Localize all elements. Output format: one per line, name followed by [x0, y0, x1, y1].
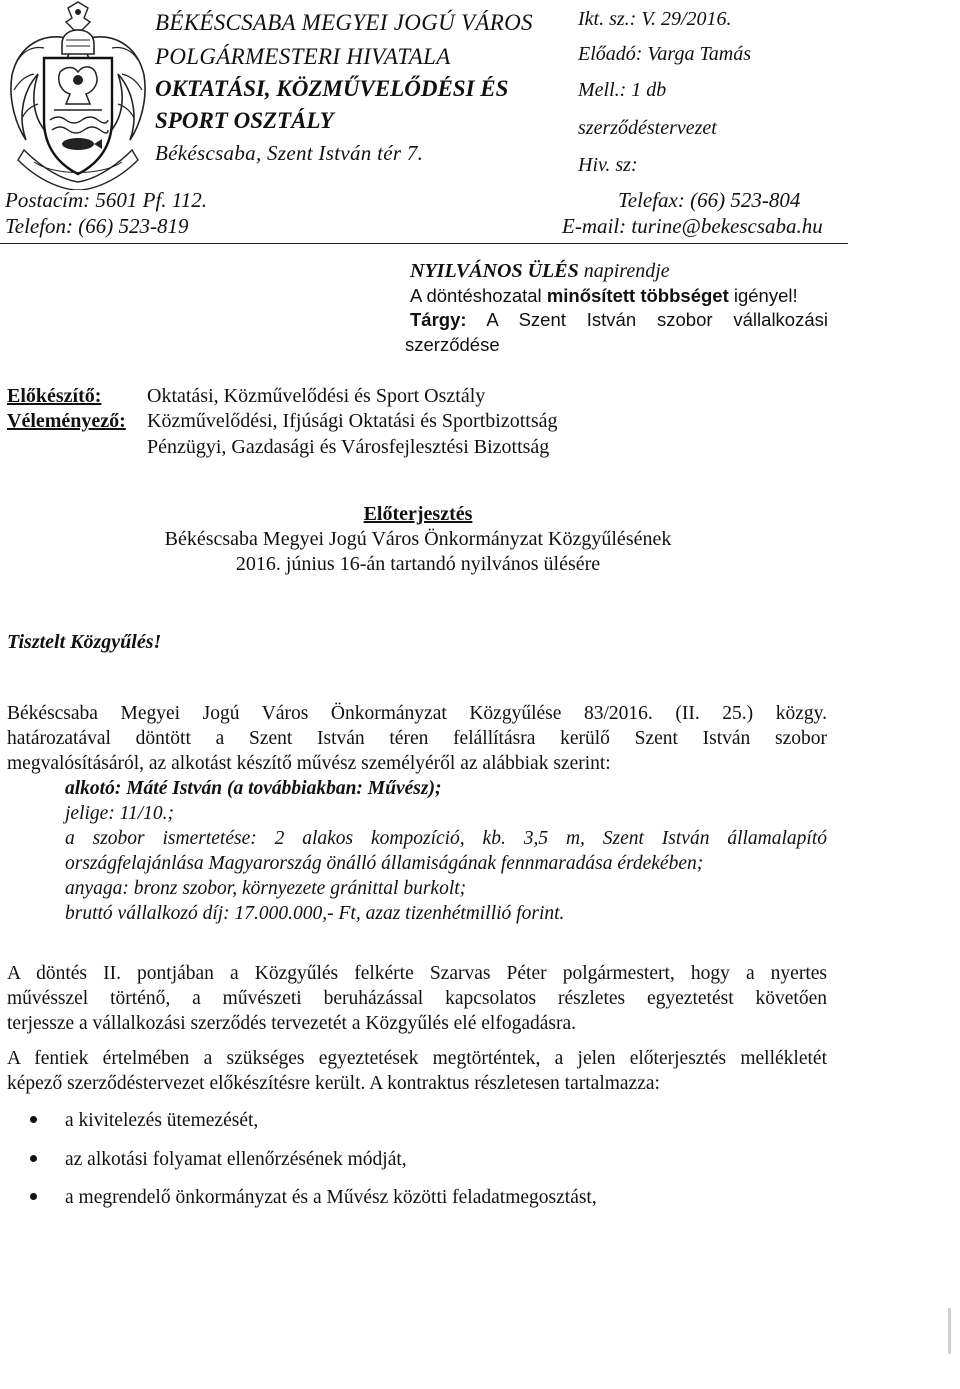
preparer-value: Oktatási, Közművelődési és Sport Osztály — [147, 385, 486, 407]
list-item — [30, 1110, 258, 1132]
header-dept-line2: SPORT OSZTÁLY — [155, 108, 334, 133]
proposal-line2: 2016. június 16-án tartandó nyilvános ülésére — [235, 553, 601, 575]
city-coat-of-arms — [4, 0, 152, 190]
header-attachment: Mell.: 1 db — [578, 79, 667, 101]
header-address: Békéscsaba, Szent István tér 7. — [155, 141, 424, 165]
header-email: E-mail: turine@bekescsaba.hu — [562, 214, 823, 238]
scan-margin-mark — [948, 1308, 951, 1354]
header-postal: Postacím: 5601 Pf. 112. — [5, 188, 208, 212]
item-author: alkotó: Máté István (a továbbiakban: Művész); — [65, 778, 442, 799]
header-fax: Telefax: (66) 523-804 — [618, 188, 801, 212]
bullet-icon — [30, 1193, 37, 1200]
p1-line3: megvalósításáról, az alkotást készítő művész személyéről az alábbiak szerint: — [7, 753, 611, 774]
salutation: Tisztelt Közgyűlés! — [7, 631, 162, 653]
agenda-public-session — [410, 260, 670, 283]
p1-line2: határozatával döntött a Szent István téren felállításra kerülő Szent István szobor — [7, 728, 827, 749]
agenda-subject-line2: szerződése — [405, 334, 500, 355]
reviewer-value1: Közművelődési, Ifjúsági Oktatási és Sportbizottság — [147, 410, 558, 432]
list-item — [30, 1187, 597, 1209]
list-item-text: a megrendelő önkormányzat és a Művész közötti feladatmegosztást, — [65, 1187, 597, 1208]
agenda-public-bold: NYILVÁNOS ÜLÉS — [410, 260, 579, 282]
item-material: anyaga: bronz szobor, környezete gránittal burkolt; — [65, 878, 467, 899]
bullet-icon — [30, 1116, 37, 1123]
header-dept-line1: OKTATÁSI, KÖZMŰVELŐDÉSI ÉS — [155, 76, 509, 101]
header-ref-number: Ikt. sz.: V. 29/2016. — [578, 8, 732, 30]
header-attachment-desc: szerződéstervezet — [578, 117, 717, 139]
agenda-decision — [410, 285, 798, 307]
bullet-icon — [30, 1155, 37, 1162]
list-item-text: az alkotási folyamat ellenőrzésének módját, — [65, 1149, 407, 1170]
agenda-decision-post: igényel! — [728, 285, 798, 306]
header-phone: Telefon: (66) 523-819 — [5, 214, 189, 238]
header-ref-hiv: Hiv. sz: — [578, 154, 638, 176]
preparer-label: Előkészítő: — [7, 385, 102, 407]
header-presenter: Előadó: Varga Tamás — [578, 43, 751, 65]
proposal-title: Előterjesztés — [363, 503, 473, 525]
item-fee: bruttó vállalkozó díj: 17.000.000,- Ft, azaz tizenhétmillió forint. — [65, 903, 565, 924]
p2-line2: művésszel történő, a művészeti beruházással kapcsolatos részletes egyeztetést követően — [7, 988, 827, 1009]
agenda-subject-line1: A Szent István szobor vállalkozási — [466, 309, 828, 330]
agenda-public-rest: napirendje — [578, 260, 670, 282]
p3-line1: A fentiek értelmében a szükséges egyeztetések megtörténtek, a jelen előterjesztés mellékletét — [7, 1048, 827, 1069]
p2-line3: terjessze a vállalkozási szerződés tervezetét a Közgyűlés elé elfogadásra. — [7, 1013, 576, 1034]
agenda-subject-label: Tárgy: — [410, 309, 467, 330]
reviewer-value2: Pénzügyi, Gazdasági és Városfejlesztési Bizottság — [147, 436, 550, 458]
item-code: jelige: 11/10.; — [65, 803, 175, 824]
agenda-subject — [410, 309, 828, 331]
proposal-line1: Békéscsaba Megyei Jogú Város Önkormányzat Közgyűlésének — [164, 528, 672, 550]
agenda-decision-pre: A döntéshozatal — [410, 285, 547, 306]
header-org-line2: POLGÁRMESTERI HIVATALA — [155, 44, 451, 69]
item-desc-line2: országfelajánlása Magyarország önálló államiságának fennmaradása érdekében; — [65, 853, 704, 874]
item-desc-line1: a szobor ismertetése: 2 alakos kompozíció, kb. 3,5 m, Szent István államalapító — [65, 828, 827, 849]
p3-line2: képező szerződéstervezet előkészítésre került. A kontraktus részletesen tartalmazza: — [7, 1073, 660, 1094]
header-divider — [0, 243, 848, 244]
p2-line1: A döntés II. pontjában a Közgyűlés felkérte Szarvas Péter polgármestert, hogy a nyertes — [7, 963, 827, 984]
list-item — [30, 1149, 407, 1171]
header-org-line1: BÉKÉSCSABA MEGYEI JOGÚ VÁROS — [155, 10, 533, 35]
agenda-decision-bold: minősített többséget — [546, 285, 729, 306]
list-item-text: a kivitelezés ütemezését, — [65, 1110, 259, 1131]
p1-line1: Békéscsaba Megyei Jogú Város Önkormányzat Közgyűlése 83/2016. (II. 25.) közgy. — [7, 703, 827, 724]
reviewer-label: Véleményező: — [7, 410, 126, 432]
